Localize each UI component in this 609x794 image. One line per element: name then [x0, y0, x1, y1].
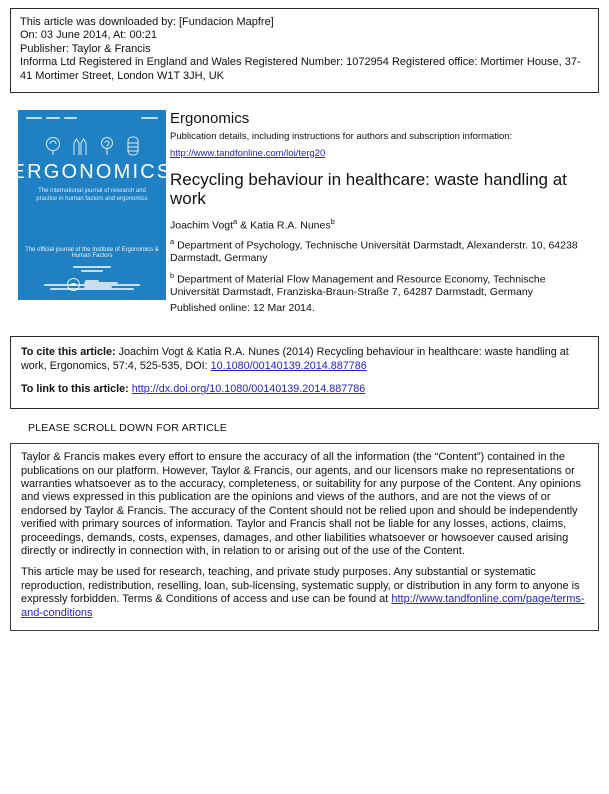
authors-line [170, 217, 595, 232]
download-date-line: On: 03 June 2014, At: 00:21 [20, 29, 157, 42]
cover-issn-text [141, 117, 158, 119]
taylor-and-francis-logo-text [84, 282, 118, 288]
taylor-and-francis-logo-icon [67, 278, 80, 291]
article-title: Recycling behaviour in healthcare: waste handling at work [170, 169, 567, 209]
cite-label: To cite this article: [21, 346, 116, 359]
informa-registration-line: Informa Ltd Registered in England and Wales Registered Number: 1072954 Registered office: Mortimer House, 37-41 Mortimer Street, London W1T 3JH, UK [20, 56, 581, 82]
author-2: Katia R.A. Nunes [250, 219, 331, 232]
cite-line [21, 345, 588, 373]
torso-icon [124, 135, 142, 157]
author-1: Joachim Vogt [170, 219, 234, 232]
link-label: To link to this article: [21, 383, 129, 396]
download-info-box [10, 8, 599, 93]
disclaimer-paragraph-1: Taylor & Francis makes every effort to ensure the accuracy of all the information (the “Content”) contained in the publications on our platform. However, Taylor & Francis, our agents, and our licensors make no representations or warranties whatsoever as to the accuracy, completeness, or suitability for any purpose of the Content. Any opinions and views expressed in this publication are the opinions and views of the authors, and are not the views of or endorsed by Taylor & Francis. The accuracy of the Content should not be relied upon and should be independently verified with primary sources of information. Taylor and Francis shall not be liable for any losses, actions, claims, proceedings, demands, costs, expenses, damages, and other liabilities whatsoever or howsoever caused arising directly or indirectly in connection with, in relation to or arising out of the use of the Content. [21, 451, 581, 558]
scroll-down-note: PLEASE SCROLL DOWN FOR ARTICLE [28, 422, 228, 435]
disclaimer-box [10, 443, 599, 631]
journal-name: Ergonomics [170, 110, 250, 128]
citation-box [10, 336, 599, 409]
cover-icons-row [43, 135, 142, 157]
affiliation-b-text: Department of Material Flow Management and Resource Economy, Technische Universität Darmstadt, Franziska-Braun-Straße 7, 64287 Darmstadt, Germany [170, 273, 546, 299]
disclaimer-paragraph-2 [21, 566, 588, 620]
journal-cover-image [11, 110, 173, 300]
head-profile-icon [43, 135, 63, 157]
affiliation-a [170, 236, 595, 265]
affiliation-b-mark: b [170, 271, 175, 281]
downloaded-by-line: This article was downloaded by: [Fundacion Mapfre] [20, 16, 274, 28]
taylor-and-francis-logo [18, 278, 166, 291]
journal-homepage-link[interactable]: http://www.tandfonline.com/loi/terg20 [170, 147, 326, 159]
cover-volume-text [26, 117, 77, 119]
article-url-link[interactable]: http://dx.doi.org/10.1080/00140139.2014.887786 [131, 383, 366, 396]
publication-details-text: Publication details, including instructions for authors and subscription information: [170, 131, 513, 143]
cover-official-journal-line: The official journal of the Institute of Ergonomics & Human Factors [25, 247, 159, 260]
author-2-affiliation-mark: b [330, 216, 335, 226]
cover-journal-title: ERGONOMICS [11, 161, 173, 184]
ear-hand-icon [97, 135, 117, 157]
cover-coordinating-editor-text [73, 266, 111, 272]
link-line [21, 382, 588, 396]
affiliation-a-mark: a [170, 237, 175, 247]
cover-issue-line [26, 117, 158, 119]
affiliation-a-text: Department of Psychology, Technische Universität Darmstadt, Alexanderstr. 10, 64238 Darmstadt, Germany [170, 239, 578, 265]
published-online-line: Published online: 12 Mar 2014. [170, 302, 315, 315]
terms-text: This article may be used for research, teaching, and private study purposes. Any substantial or systematic reproduction, redistribution, reselling, loan, sub-licensing, systematic supply, or distribution in any form to anyone is expressly forbidden. Terms & Conditions of access and use can be found at [21, 566, 580, 606]
affiliation-b [170, 270, 595, 299]
authors-joiner: & [237, 219, 251, 232]
journal-header [10, 110, 599, 314]
author-1-affiliation-mark: a [233, 216, 238, 226]
cite-text: Joachim Vogt & Katia R.A. Nunes (2014) Recycling behaviour in healthcare: waste handling at work, Ergonomics, 57:4, 525-535, DOI: [21, 346, 569, 373]
journal-info-column [170, 110, 595, 314]
terms-and-conditions-link[interactable]: http://www.tandfonline.com/page/terms-and-conditions [21, 593, 585, 619]
publisher-line: Publisher: Taylor & Francis [20, 42, 151, 55]
cover-journal-subtitle: The international journal of research and practice in human factors and ergonomics [36, 188, 148, 202]
doi-link[interactable]: 10.1080/00140139.2014.887786 [210, 360, 367, 373]
hands-icon [70, 135, 90, 157]
